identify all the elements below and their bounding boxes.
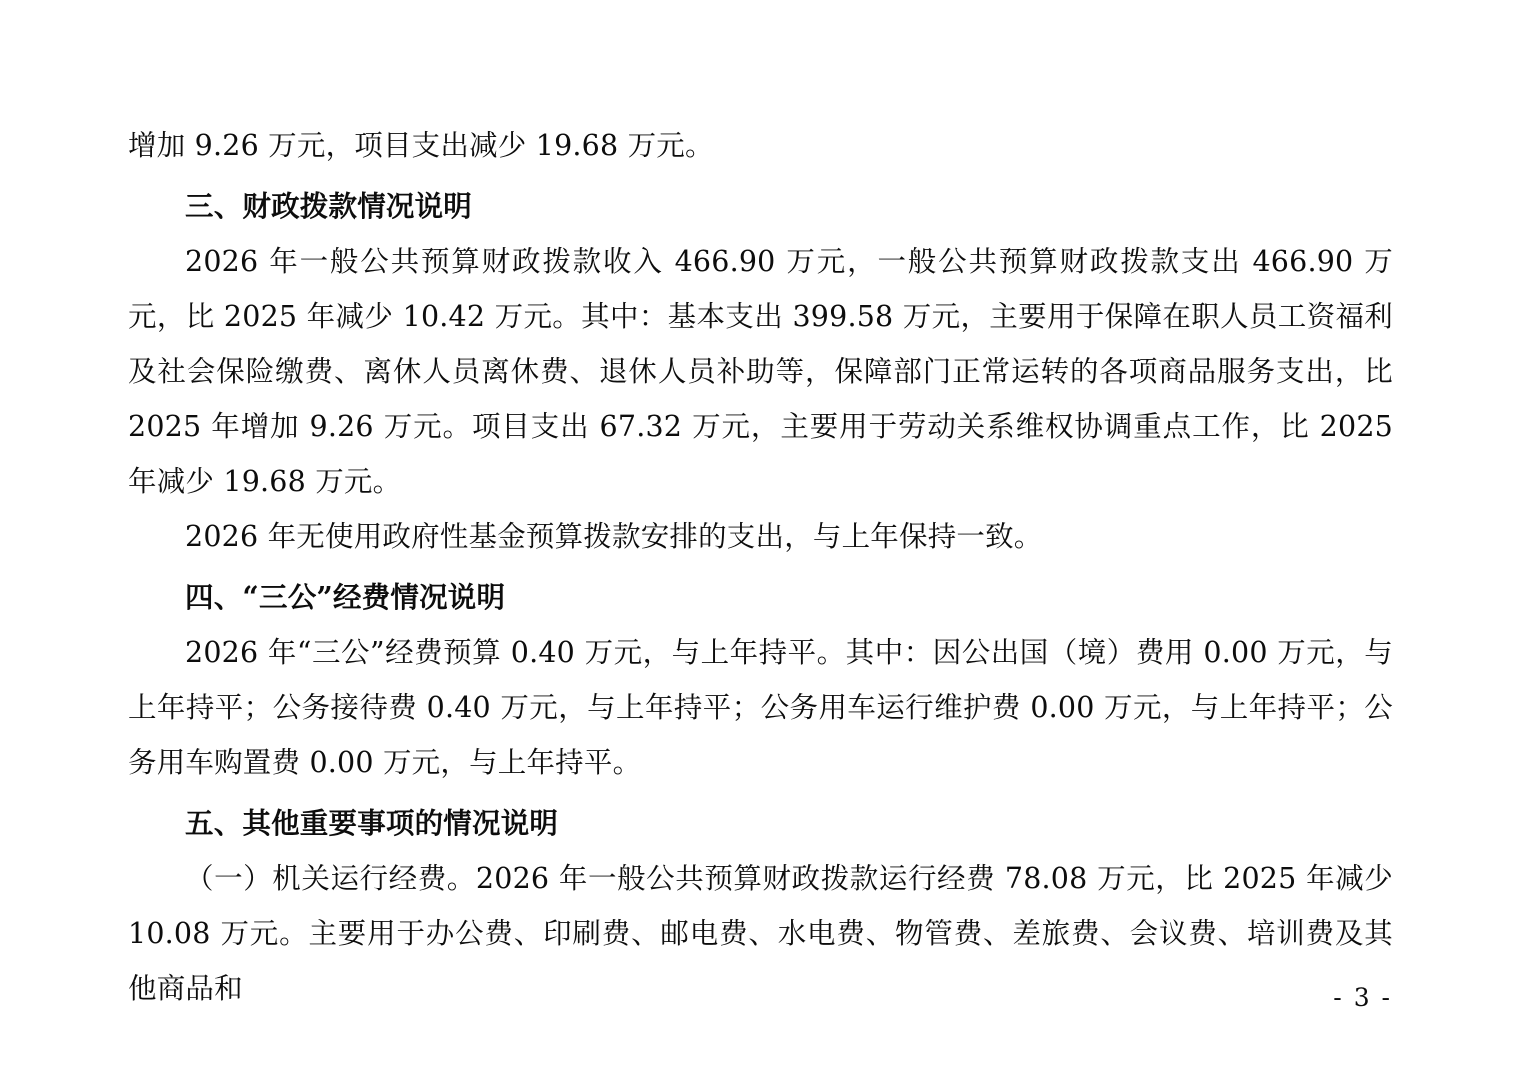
page-number: - 3 -	[1333, 983, 1392, 1012]
section-heading-four: 四、“三公”经费情况说明	[185, 580, 506, 614]
section-heading-three: 三、财政拨款情况说明	[185, 189, 473, 223]
paragraph-agency-operating-cost: （一）机关运行经费。2026 年一般公共预算财政拨款运行经费 78.08 万元，比 2025 年减少 10.08 万元。主要用于办公费、印刷费、邮电费、水电费、物管费、差旅费、会议费、培训费及其他商品和	[128, 862, 1393, 1005]
paragraph-fiscal-allocation: 2026 年一般公共预算财政拨款收入 466.90 万元，一般公共预算财政拨款支出 466.90 万元，比 2025 年减少 10.42 万元。其中：基本支出 399.58 万元，主要用于保障在职人员工资福利及社会保险缴费、离休人员离休费、退休人员补助等，保障部门正常运转的各项商品服务支出，比 2025 年增加 9.26 万元。项目支出 67.32 万元，主要用于劳动关系维权协调重点工作，比 2025 年减少 19.68 万元。	[128, 245, 1393, 498]
document-body	[128, 118, 1393, 1016]
section-heading-five: 五、其他重要事项的情况说明	[185, 806, 559, 840]
paragraph-government-fund: 2026 年无使用政府性基金预算拨款安排的支出，与上年保持一致。	[185, 520, 1043, 553]
paragraph-three-public-expenses: 2026 年“三公”经费预算 0.40 万元，与上年持平。其中：因公出国（境）费用 0.00 万元，与上年持平；公务接待费 0.40 万元，与上年持平；公务用车运行维护费 0.00 万元，与上年持平；公务用车购置费 0.00 万元，与上年持平。	[128, 636, 1393, 779]
paragraph-continuation: 增加 9.26 万元，项目支出减少 19.68 万元。	[128, 129, 714, 162]
